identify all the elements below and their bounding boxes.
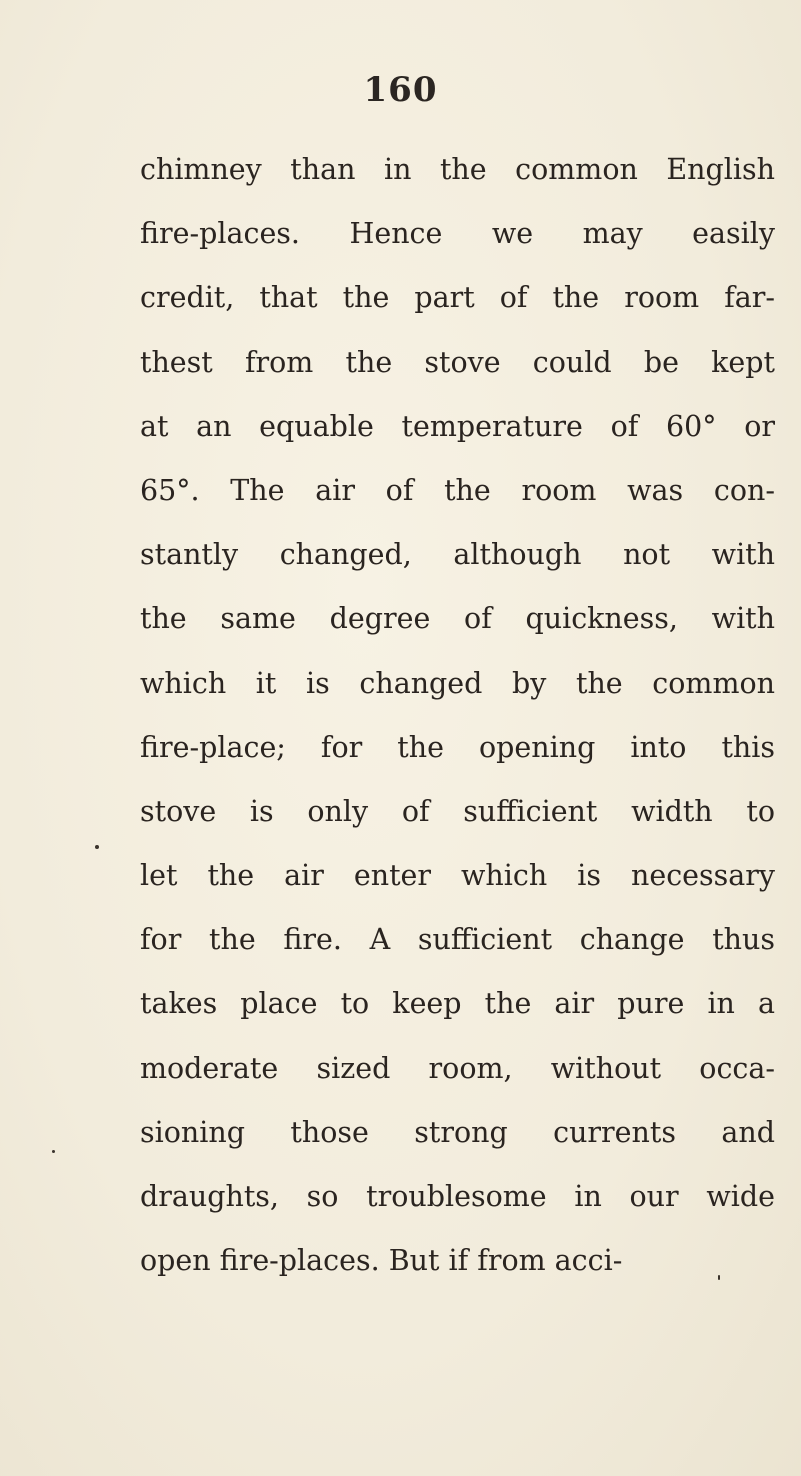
text-line: the same degree of quickness, with (140, 602, 775, 636)
text-line: chimney than in the common English (140, 153, 775, 186)
text-line: stantly changed, although not with (140, 538, 775, 572)
paper-speck (718, 1275, 720, 1280)
text-line: thest from the stove could be kept (140, 345, 775, 379)
page-number: 160 (363, 70, 438, 110)
text-line: let the air enter which is necessary (140, 859, 775, 893)
text-line: moderate sized room, without occa- (140, 1051, 775, 1085)
text-line: for the fire. A sufficient change thus (140, 923, 775, 957)
paper-speck (95, 845, 99, 849)
text-line: which it is changed by the common (140, 666, 775, 700)
text-line: fire-places. Hence we may easily (140, 217, 775, 251)
text-line: stove is only of sufficient width to (140, 794, 775, 828)
paper-speck (52, 1150, 55, 1153)
body-text (140, 138, 790, 1293)
text-line: sioning those strong currents and (140, 1115, 775, 1149)
text-line: credit, that the part of the room far- (140, 281, 775, 315)
text-line: draughts, so troublesome in our wide (140, 1180, 775, 1213)
text-line: 65°. The air of the room was con- (140, 473, 775, 507)
text-line: takes place to keep the air pure in a (140, 987, 775, 1021)
text-line: fire-place; for the opening into this (140, 730, 775, 764)
text-line: at an equable temperature of 60° or (140, 409, 775, 443)
text-line: open fire-places. But if from acci- (140, 1244, 623, 1278)
